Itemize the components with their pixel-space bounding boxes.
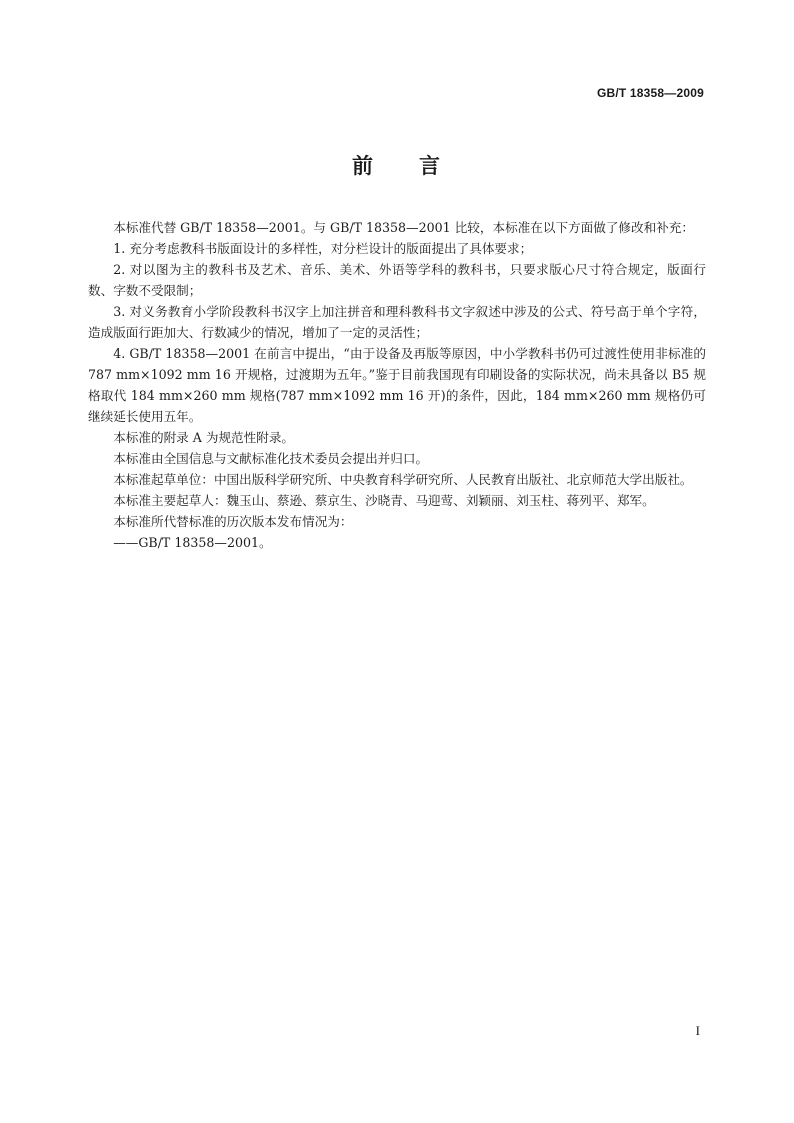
title-char-1: 前 [352,154,375,178]
paragraph-item-3: 3. 对义务教育小学阶段教科书汉字上加注拼音和理科教科书文字叙述中涉及的公式、符号高于单个字符，造成版面行距加大、行数减少的情况，增加了一定的灵活性； [88,304,706,340]
paragraph-drafters: 本标准主要起草人：魏玉山、蔡逊、蔡京生、沙晓青、马迎莺、刘颖丽、刘玉柱、蒋列平、郑军。 [113,493,655,508]
paragraph-appendix: 本标准的附录 A 为规范性附录。 [113,430,295,445]
preface-body [88,217,706,553]
page-title [0,150,794,180]
standard-code: GB/T 18358—2009 [596,86,704,100]
paragraph-item-2: 2. 对以图为主的教科书及艺术、音乐、美术、外语等学科的教科书，只要求版心尺寸符合规定，版面行数、字数不受限制； [88,262,706,298]
paragraph-item-1: 1. 充分考虑教科书版面设计的多样性，对分栏设计的版面提出了具体要求； [113,241,533,256]
paragraph-replacement: 本标准代替 GB/T 18358—2001。与 GB/T 18358—2001 比较，本标准在以下方面做了修改和补充： [113,220,694,235]
paragraph-history-item: ——GB/T 18358—2001。 [113,535,272,550]
paragraph-item-4: 4. GB/T 18358—2001 在前言中提出，“由于设备及再版等原因，中小学教科书仍可过渡性使用非标准的 787 mm×1092 mm 16 开规格，过渡期为五年。”鉴于目前我国现有印刷设备的实际状况，尚未具备以 B5 规格取代 184 mm×260 mm 规格(787 mm×1092 mm 16 开)的条件，因此，184 mm×260 mm 规格仍可继续延长使用五年。 [88,346,706,424]
paragraph-drafting-units: 本标准起草单位：中国出版科学研究所、中央教育科学研究所、人民教育出版社、北京师范大学出版社。 [113,472,693,487]
page-number: I [695,1023,700,1038]
title-char-2: 言 [419,154,442,178]
paragraph-history-intro: 本标准所代替标准的历次版本发布情况为： [113,514,353,529]
paragraph-proposer: 本标准由全国信息与文献标准化技术委员会提出并归口。 [113,451,429,466]
